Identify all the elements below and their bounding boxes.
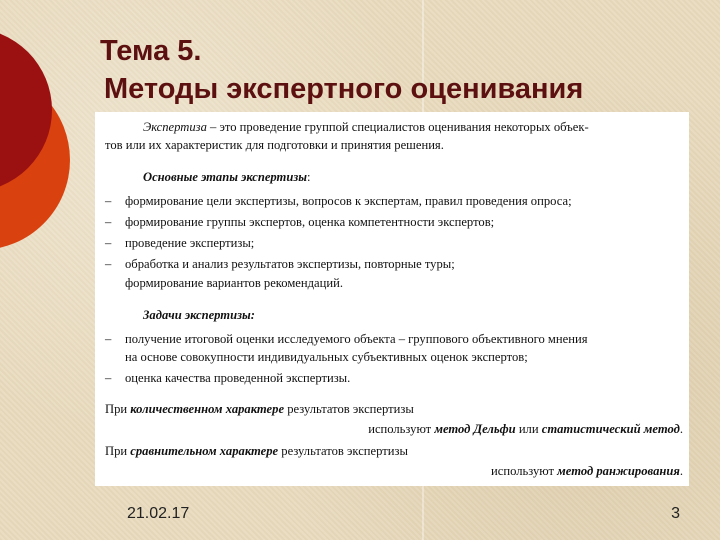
stage-item: – формирование цели экспертизы, вопросов к экспертам, правил проведения опроса; — [125, 192, 683, 210]
footer-date: 21.02.17 — [127, 505, 190, 522]
task-item: – оценка качества проведенной экспертизы. — [125, 369, 683, 387]
stage-item: – формирование группы экспертов, оценка компетентности экспертов; — [125, 213, 683, 231]
title-line-2: Методы экспертного оценивания — [104, 73, 584, 105]
stages-heading: Основные этапы экспертизы: — [143, 170, 311, 184]
comparative-line: При сравнительном характере результатов экспертизы — [105, 444, 408, 458]
quantitative-line: При количественном характере результатов экспертизы — [105, 402, 414, 416]
decorative-circles — [0, 0, 90, 300]
definition-line-2: тов или их характеристик для подготовки и принятия решения. — [105, 138, 444, 152]
slide-title — [100, 32, 583, 108]
stage-item-continuation: формирование вариантов рекомендаций. — [125, 276, 344, 290]
task-item: – получение итоговой оценки исследуемого объекта – группового объективного мнения — [125, 330, 683, 348]
stage-item: – обработка и анализ результатов экспертизы, повторные туры; — [125, 255, 683, 273]
comparative-methods-line: используют метод ранжирования. — [491, 464, 683, 478]
content-panel — [95, 112, 689, 486]
stage-item: – проведение экспертизы; — [125, 234, 683, 252]
definition-line-1: Экспертиза – это проведение группой специалистов оценивания некоторых объек- — [143, 120, 589, 134]
definition-term: Экспертиза — [143, 120, 207, 134]
tasks-heading: Задачи экспертизы: — [143, 308, 255, 322]
page-number: 3 — [671, 505, 680, 522]
title-line-1: Тема 5. — [100, 35, 202, 67]
task-item-continuation: на основе совокупности индивидуальных субъективных оценок экспертов; — [125, 350, 528, 364]
quantitative-methods-line: используют метод Дельфи или статистический метод. — [368, 422, 683, 436]
